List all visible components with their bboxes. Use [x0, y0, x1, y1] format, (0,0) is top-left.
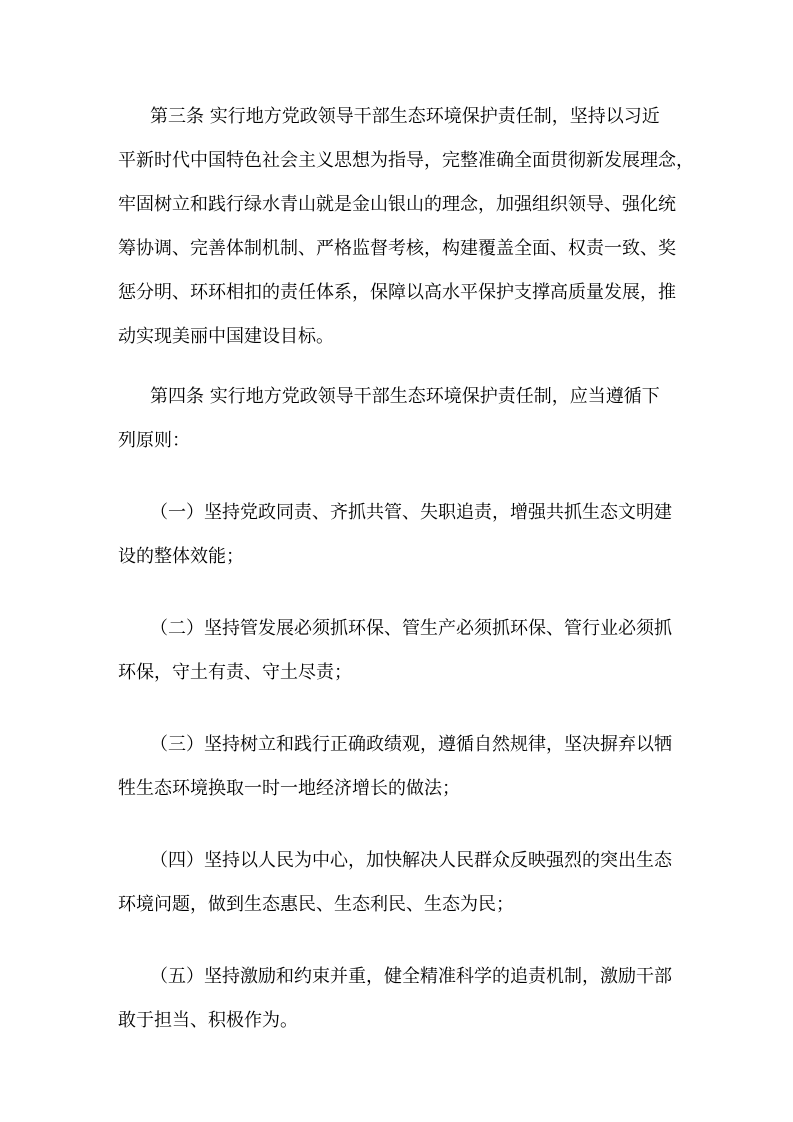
article-3-line-5: 惩分明、环环相扣的责任体系，保障以高水平保护支撑高质量发展，推 [118, 282, 676, 303]
principle-4-line-1: （四）坚持以人民为中心，加快解决人民群众反映强烈的突出生态 [150, 850, 672, 871]
article-3-line-4: 筹协调、完善体制机制、严格监督考核，构建覆盖全面、权责一致、奖 [118, 238, 676, 259]
article-3-line-1: 第三条 实行地方党政领导干部生态环境保护责任制，坚持以习近 [150, 106, 660, 127]
principle-5-line-1: （五）坚持激励和约束并重，健全精准科学的追责机制，激励干部 [150, 966, 672, 987]
principle-1-line-2: 设的整体效能； [118, 546, 244, 567]
principle-5-line-2: 敢于担当、积极作为。 [118, 1010, 298, 1031]
article-3-line-6: 动实现美丽中国建设目标。 [118, 326, 334, 347]
article-3-line-3: 牢固树立和践行绿水青山就是金山银山的理念，加强组织领导、强化统 [118, 194, 676, 215]
principle-2-line-1: （二）坚持管发展必须抓环保、管生产必须抓环保、管行业必须抓 [150, 618, 672, 639]
principle-2-line-2: 环保，守土有责、守土尽责； [118, 662, 352, 683]
article-4-line-2: 列原则： [118, 430, 190, 451]
principle-3-line-1: （三）坚持树立和践行正确政绩观，遵循自然规律，坚决摒弃以牺 [150, 734, 672, 755]
principle-4-line-2: 环境问题，做到生态惠民、生态利民、生态为民； [118, 894, 514, 915]
article-3-line-2: 平新时代中国特色社会主义思想为指导，完整准确全面贯彻新发展理念， [118, 150, 694, 171]
principle-1-line-1: （一）坚持党政同责、齐抓共管、失职追责，增强共抓生态文明建 [150, 502, 672, 523]
principle-3-line-2: 牲生态环境换取一时一地经济增长的做法； [118, 778, 460, 799]
article-4-line-1: 第四条 实行地方党政领导干部生态环境保护责任制，应当遵循下 [150, 386, 660, 407]
